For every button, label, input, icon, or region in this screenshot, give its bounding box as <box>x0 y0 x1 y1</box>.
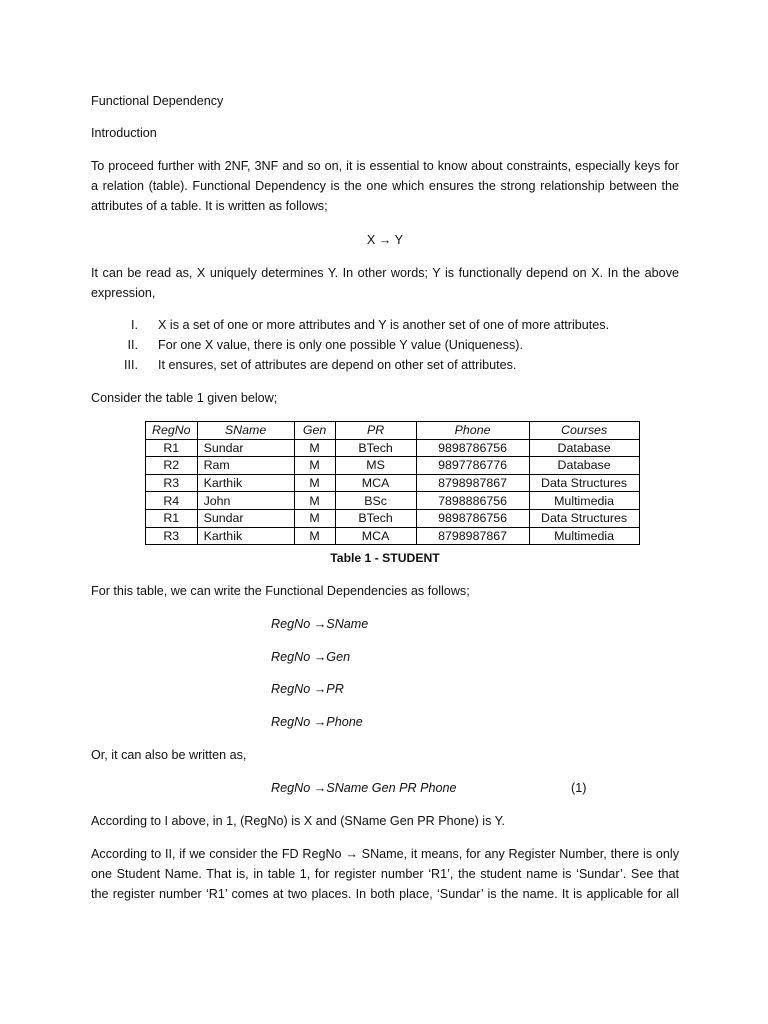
cell-courses: Data Structures <box>529 474 639 492</box>
intro-heading: Introduction <box>91 126 157 140</box>
cell-gen: M <box>294 439 335 457</box>
list-item-3: It ensures, set of attributes are depend on other set of attributes. <box>158 358 517 372</box>
cell-pr: BTech <box>335 509 416 527</box>
cell-sname: Sundar <box>197 439 294 457</box>
para1-line-2: a relation (table). Functional Dependency is the one which ensures the strong relationship between the <box>91 179 679 193</box>
consider-text: Consider the table 1 given below; <box>91 391 278 405</box>
table-header-row <box>146 422 640 440</box>
according1: According to I above, in 1, (RegNo) is X and (SName Gen PR Phone) is Y. <box>91 814 505 828</box>
doc-title: Functional Dependency <box>91 94 224 108</box>
fd-line-1: RegNo →SName <box>271 617 369 631</box>
cell-sname: Ram <box>197 457 294 475</box>
cell-courses: Database <box>529 439 639 457</box>
table-row <box>146 492 640 510</box>
cell-gen: M <box>294 474 335 492</box>
cell-sname: John <box>197 492 294 510</box>
list-num-3: III. <box>124 358 138 372</box>
cell-regno: R3 <box>146 527 198 545</box>
fd-line-4: RegNo →Phone <box>271 715 363 729</box>
cell-regno: R4 <box>146 492 198 510</box>
col-header-regno: RegNo <box>146 422 198 440</box>
list-item-2: For one X value, there is only one possible Y value (Uniqueness). <box>158 338 523 352</box>
cell-regno: R1 <box>146 509 198 527</box>
cell-phone: 9898786756 <box>416 439 529 457</box>
table-row <box>146 527 640 545</box>
col-header-phone: Phone <box>416 422 529 440</box>
table-row <box>146 509 640 527</box>
list-num-1: I. <box>131 318 138 332</box>
para2-line-1: It can be read as, X uniquely determines Y. In other words; Y is functionally depend on X. In the above <box>91 266 679 280</box>
list-item-1: X is a set of one or more attributes and Y is another set of one of more attributes. <box>158 318 610 332</box>
para1-line-1: To proceed further with 2NF, 3NF and so on, it is essential to know about constraints, especially keys for <box>91 159 679 173</box>
cell-courses: Multimedia <box>529 527 639 545</box>
cell-phone: 9898786756 <box>416 509 529 527</box>
cell-gen: M <box>294 527 335 545</box>
cell-sname: Sundar <box>197 509 294 527</box>
according2-line-2: one Student Name. That is, in table 1, for register number ‘R1’, the student name is ‘Sundar’. See that <box>91 867 679 881</box>
col-header-sname: SName <box>197 422 294 440</box>
cell-pr: MCA <box>335 474 416 492</box>
cell-sname: Karthik <box>197 474 294 492</box>
table-row <box>146 457 640 475</box>
cell-phone: 8798987867 <box>416 474 529 492</box>
cell-phone: 9897786776 <box>416 457 529 475</box>
cell-phone: 8798987867 <box>416 527 529 545</box>
col-header-pr: PR <box>335 422 416 440</box>
cell-gen: M <box>294 492 335 510</box>
table-caption: Table 1 - STUDENT <box>330 551 440 565</box>
cell-gen: M <box>294 509 335 527</box>
cell-pr: MCA <box>335 527 416 545</box>
cell-gen: M <box>294 457 335 475</box>
list-num-2: II. <box>127 338 138 352</box>
formula: X → Y <box>366 233 404 247</box>
col-header-gen: Gen <box>294 422 335 440</box>
cell-regno: R2 <box>146 457 198 475</box>
cell-phone: 7898886756 <box>416 492 529 510</box>
cell-sname: Karthik <box>197 527 294 545</box>
or-text: Or, it can also be written as, <box>91 748 247 762</box>
fd-line-2: RegNo →Gen <box>271 650 351 664</box>
cell-pr: MS <box>335 457 416 475</box>
para2-line-2: expression, <box>91 286 156 300</box>
cell-courses: Database <box>529 457 639 475</box>
fd-intro: For this table, we can write the Functional Dependencies as follows; <box>91 584 470 598</box>
fd-combined: RegNo →SName Gen PR Phone <box>271 781 457 795</box>
cell-regno: R1 <box>146 439 198 457</box>
col-header-courses: Courses <box>529 422 639 440</box>
cell-courses: Multimedia <box>529 492 639 510</box>
according2-line-1: According to II, if we consider the FD RegNo → SName, it means, for any Register Number, there is only <box>91 847 679 861</box>
table-row <box>146 474 640 492</box>
para1-line-3: attributes of a table. It is written as follows; <box>91 199 328 213</box>
table-row <box>146 439 640 457</box>
according2-line-3: the register number ‘R1’ comes at two places. In both place, ‘Sundar’ is the name. It is applicable for all <box>91 887 679 901</box>
equation-number: (1) <box>571 781 587 795</box>
student-table <box>145 421 640 545</box>
cell-regno: R3 <box>146 474 198 492</box>
cell-pr: BSc <box>335 492 416 510</box>
cell-courses: Data Structures <box>529 509 639 527</box>
fd-line-3: RegNo →PR <box>271 682 344 696</box>
cell-pr: BTech <box>335 439 416 457</box>
